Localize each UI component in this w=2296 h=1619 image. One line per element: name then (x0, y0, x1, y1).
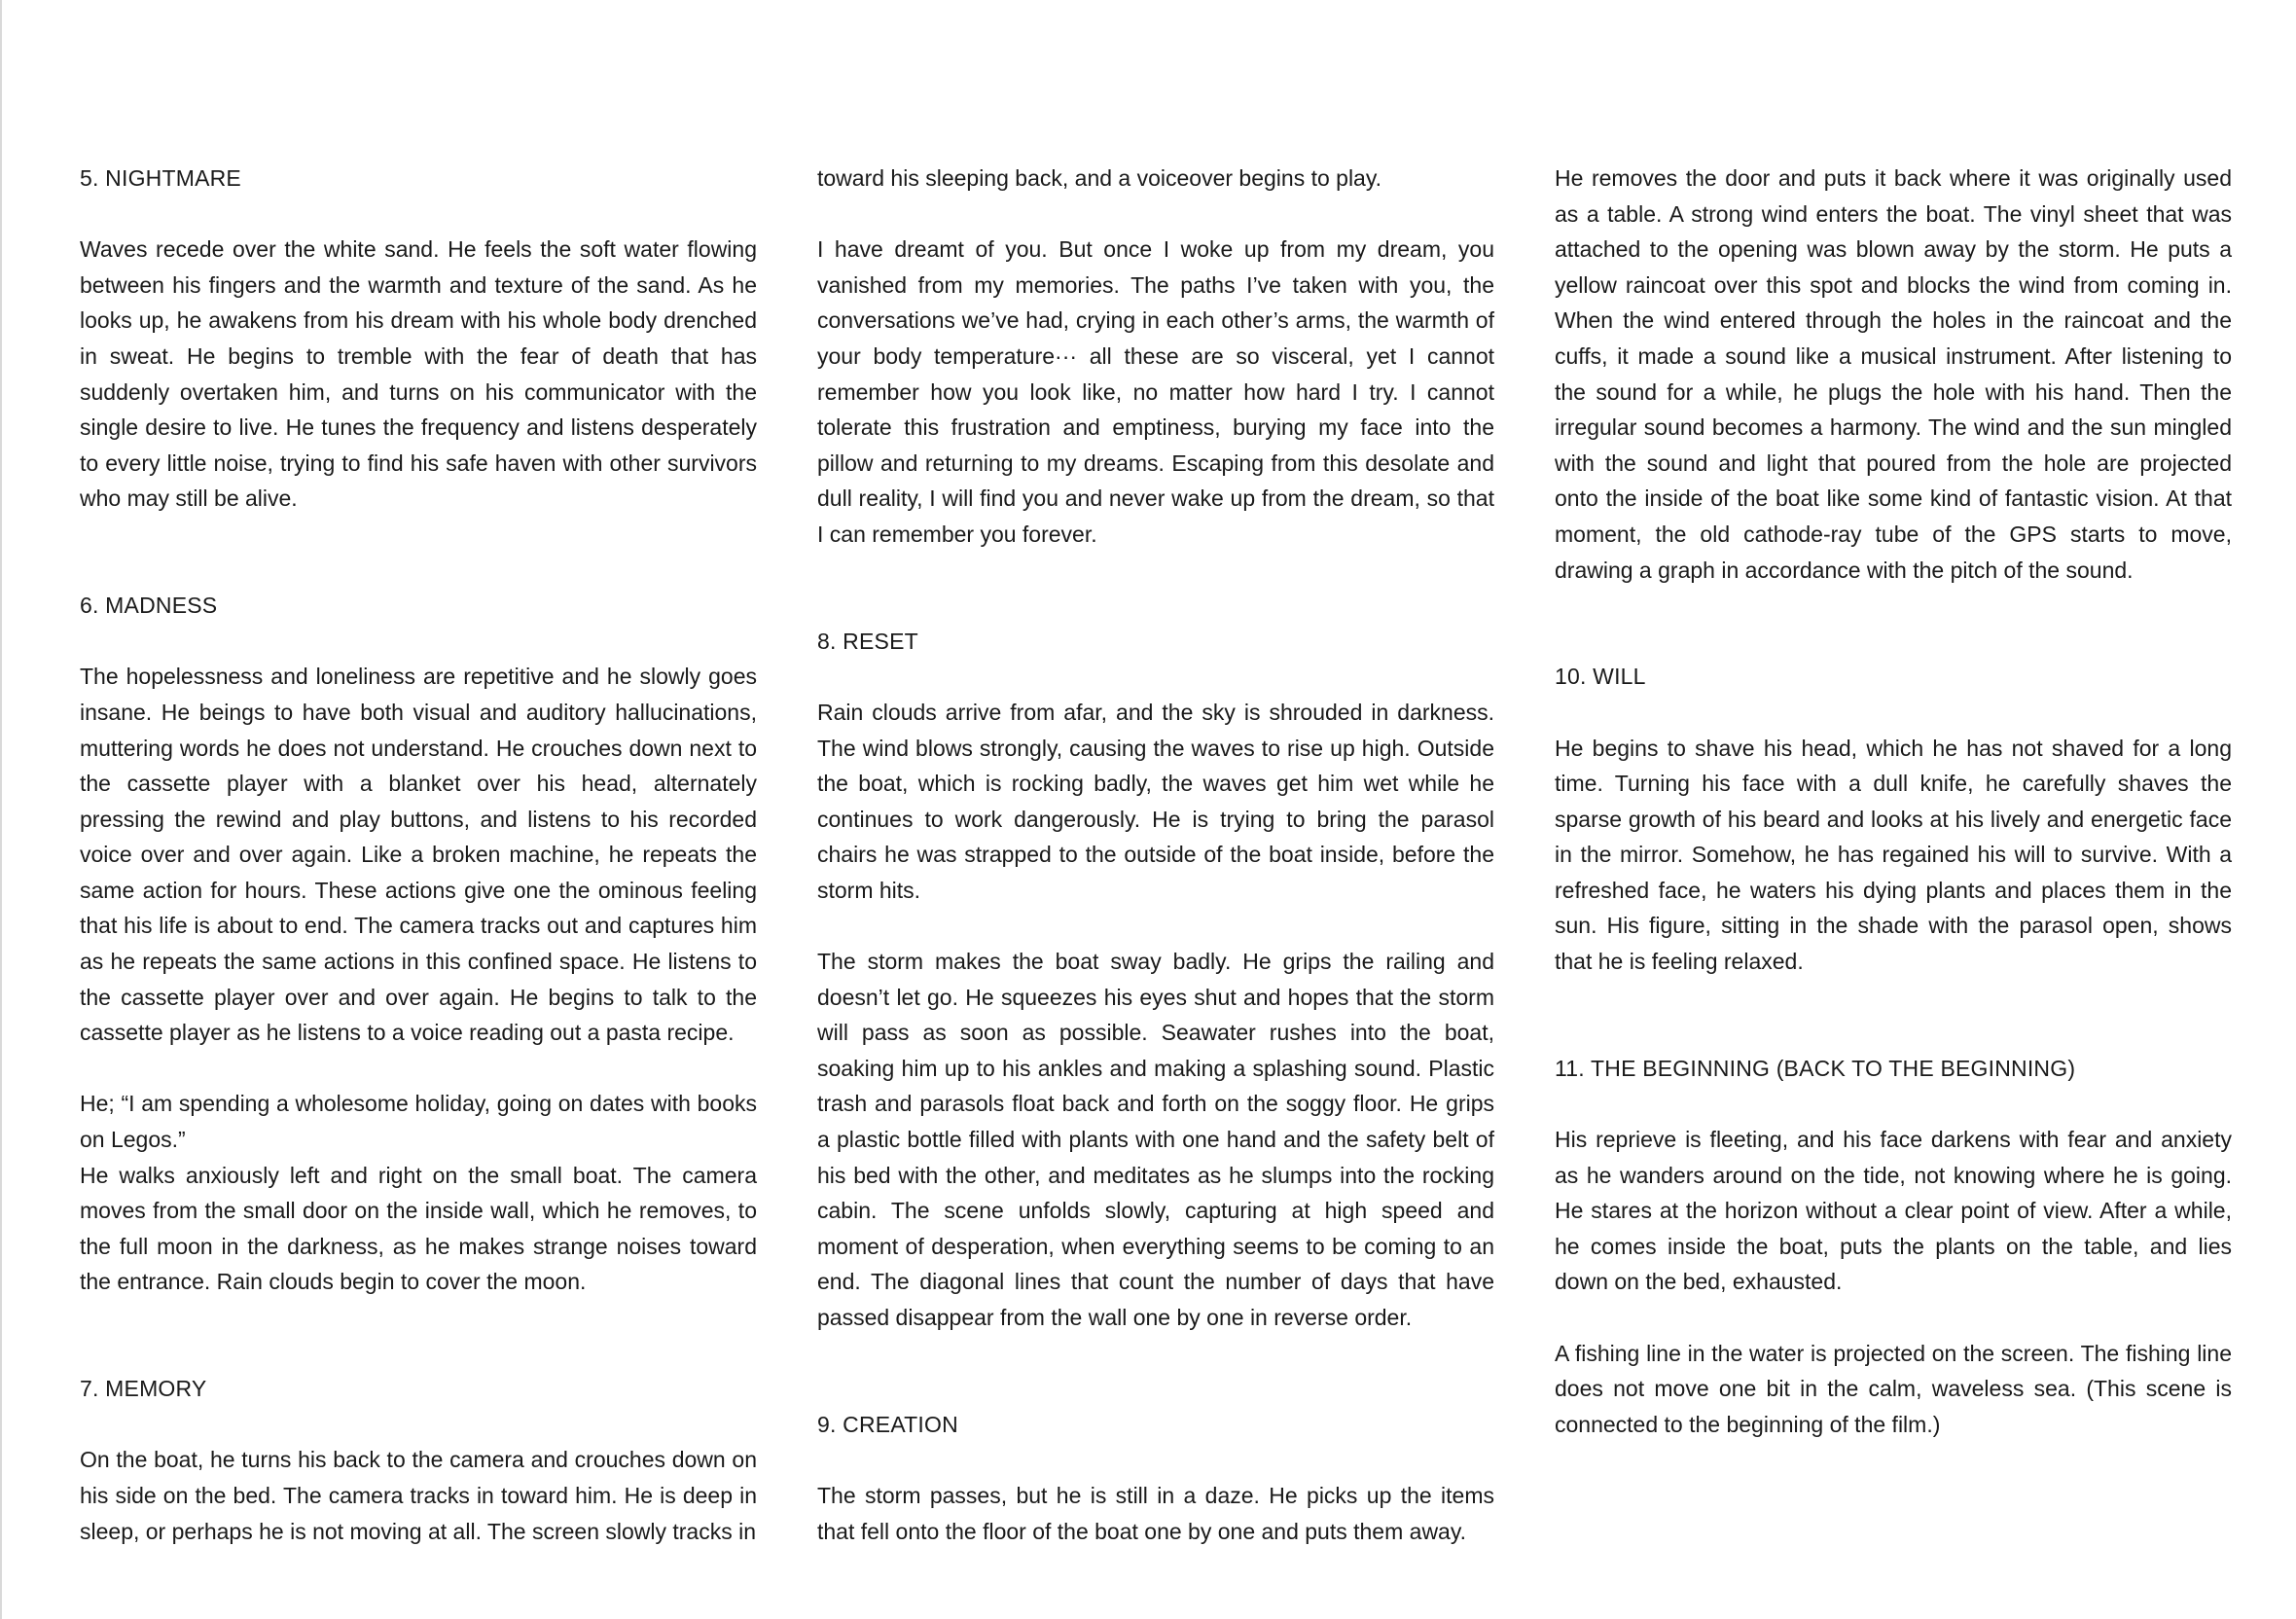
creation-paragraph-1-start: The storm passes, but he is still in a daze. He picks up the items that fell onto the floor of the boat one by one and puts them away. (817, 1482, 1494, 1544)
memory-paragraph-2: I have dreamt of you. But once I woke up from my dream, you vanished from my memories. The paths I’ve taken with you, the conversations we’ve had, crying in each other’s arms, the warmth of your body temperature··· all these are so visceral, yet I cannot remember how you look like, no matter how hard I try. I cannot tolerate this frustration and emptiness, burying my face into the pillow and returning to my dreams. Escaping from this desolate and dull reality, I will find you and never wake up from the dream, so that I can remember you forever. (817, 236, 1494, 547)
madness-paragraph-3: He walks anxiously left and right on the small boat. The camera moves from the small door on the inside wall, which he removes, to the full moon in the darkness, as he makes strange noises toward the entrance. Rain clouds begin to cover the moon. (80, 1162, 757, 1295)
section-heading-memory: 7. MEMORY (80, 1376, 207, 1402)
will-paragraph-1: He begins to shave his head, which he has not shaved for a long time. Turning his face with a dull knife, he carefully shaves the sparse growth of his beard and looks at his lively and energetic face in the mirror. Somehow, he has regained his will to survive. With a refreshed face, he waters his dying plants and places them in the sun. His figure, sitting in the shade with the parasol open, shows that he is feeling relaxed. (1555, 735, 2232, 975)
reset-paragraph-1: Rain clouds arrive from afar, and the sky is shrouded in darkness. The wind blows strongly, causing the waves to rise up high. Outside the boat, which is rocking badly, the waves get him wet while he continues to work dangerously. He is trying to bring the parasol chairs he was strapped to the outside of the boat inside, before the storm hits. (817, 699, 1494, 903)
reset-paragraph-2: The storm makes the boat sway badly. He grips the railing and doesn’t let go. He squeezes his eyes shut and hopes that the storm will pass as soon as possible. Seawater rushes into the boat, soaking him up to his ankles and making a splashing sound. Plastic trash and parasols float back and forth on the soggy floor. He grips a plastic bottle filled with plants with one hand and the safety belt of his bed with the other, and meditates as he slumps into the rocking cabin. The scene unfolds slowly, capturing at high speed and moment of desperation, when everything seems to be coming to an end. The diagonal lines that count the number of days that have passed disappear from the wall one by one in reverse order. (817, 949, 1494, 1330)
section-heading-creation: 9. CREATION (817, 1411, 958, 1437)
text-column-1 (80, 161, 757, 1549)
madness-paragraph-1: The hopelessness and loneliness are repetitive and he slowly goes insane. He beings to have both visual and auditory hallucinations, muttering words he does not understand. He crouches down next to the cassette player with a blanket over his head, alternately pressing the rewind and play buttons, and listens to his recorded voice over and over again. Like a broken machine, he repeats the same action for hours. These actions give one the ominous feeling that his life is about to end. The camera tracks out and captures him as he repeats the same actions in this confined space. He listens to the cassette player over and over again. He begins to talk to the cassette player as he listens to a voice reading out a pasta recipe. (80, 664, 757, 1046)
memory-paragraph-1-end: toward his sleeping back, and a voiceover begins to play. (817, 165, 1382, 191)
text-column-2 (817, 161, 1494, 1549)
text-column-3 (1555, 161, 2232, 1442)
beginning-paragraph-1: His reprieve is fleeting, and his face darkens with fear and anxiety as he wanders around on the tide, not knowing where he is going. He stares at the horizon without a clear point of view. After a while, he comes inside the boat, puts the plants on the table, and lies down on the bed, exhausted. (1555, 1127, 2232, 1295)
section-heading-madness: 6. MADNESS (80, 593, 218, 619)
section-heading-reset: 8. RESET (817, 628, 918, 654)
madness-paragraph-2: He; “I am spending a wholesome holiday, going on dates with books on Legos.” (80, 1091, 757, 1153)
nightmare-paragraph-1: Waves recede over the white sand. He feels the soft water flowing between his fingers and the warmth and texture of the sand. As he looks up, he awakens from his dream with his whole body drenched in sweat. He begins to tremble with the fear of death that has suddenly overtaken him, and turns on his communicator with the single desire to live. He tunes the frequency and listens desperately to every little noise, trying to find his safe haven with other survivors who may still be alive. (80, 236, 757, 512)
memory-paragraph-1-start: On the boat, he turns his back to the camera and crouches down on his side on the bed. The camera tracks in toward him. He is deep in sleep, or perhaps he is not moving at all. The screen slowly tracks in (80, 1447, 757, 1544)
section-heading-nightmare: 5. NIGHTMARE (80, 165, 241, 191)
beginning-paragraph-2: A fishing line in the water is projected on the screen. The fishing line does not move one bit in the calm, waveless sea. (This scene is connected to the beginning of the film.) (1555, 1340, 2232, 1437)
page-edge (0, 0, 2, 1619)
section-heading-beginning: 11. THE BEGINNING (BACK TO THE BEGINNING) (1555, 1055, 2076, 1081)
creation-paragraph-1-end: He removes the door and puts it back where it was originally used as a table. A strong wind enters the boat. The vinyl sheet that was attached to the opening was blown away by the storm. He puts a yellow raincoat over this spot and blocks the wind from coming in. When the wind entered through the holes in the raincoat and the cuffs, it made a sound like a musical instrument. After listening to the sound for a while, he plugs the hole with his hand. Then the irregular sound becomes a harmony. The wind and the sun mingled with the sound and light that poured from the hole are projected onto the inside of the boat like some kind of fantastic vision. At that moment, the old cathode-ray tube of the GPS starts to move, drawing a graph in accordance with the pitch of the sound. (1555, 165, 2232, 583)
section-heading-will: 10. WILL (1555, 664, 1646, 690)
